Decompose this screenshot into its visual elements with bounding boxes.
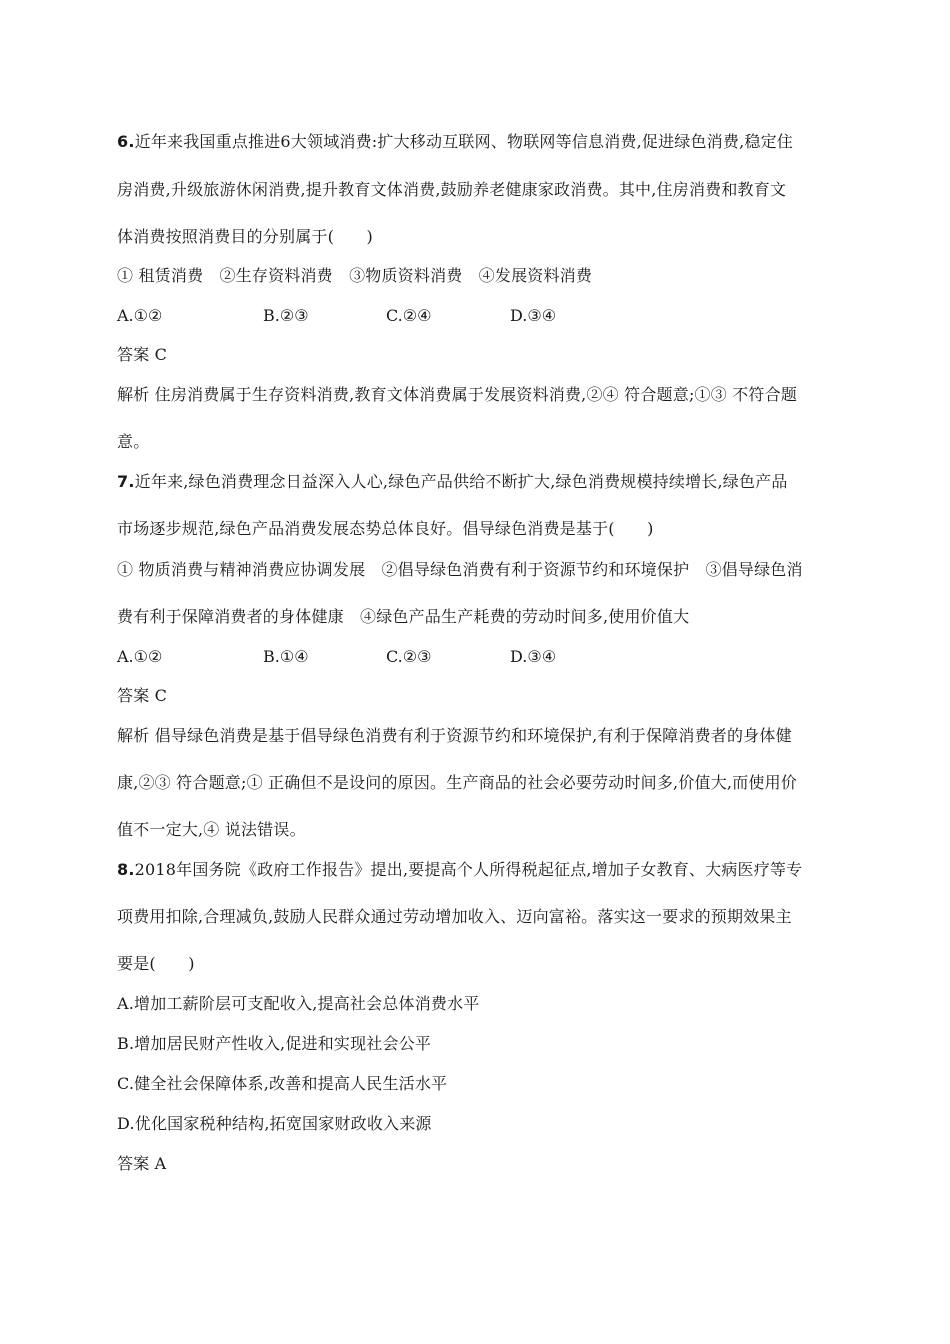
q7-choice-b: B.①④ bbox=[263, 647, 309, 666]
q8-option-d: D.优化国家税种结构,拓宽国家财政收入来源 bbox=[117, 1114, 432, 1133]
q8-stem-line-2: 项费用扣除,合理减负,鼓励人民群众通过劳动增加收入、迈向富裕。落实这一要求的预期效果主 bbox=[117, 907, 792, 926]
q6-number: 6. bbox=[117, 132, 135, 151]
q6-items: ① 租赁消费 ②生存资料消费 ③物质资料消费 ④发展资料消费 bbox=[117, 266, 593, 285]
q6-choice-b: B.②③ bbox=[263, 306, 309, 325]
q8-answer: 答案 A bbox=[117, 1154, 167, 1173]
q7-items-line-2: 费有利于保障消费者的身体健康 ④绿色产品生产耗费的劳动时间多,使用价值大 bbox=[117, 607, 690, 626]
q6-analysis-line-2: 意。 bbox=[117, 432, 150, 451]
q8-option-c: C.健全社会保障体系,改善和提高人民生活水平 bbox=[117, 1074, 448, 1093]
q7-analysis-line-2: 康,②③ 符合题意;① 正确但不是设问的原因。生产商品的社会必要劳动时间多,价值大,而使用价 bbox=[117, 773, 798, 792]
q7-choice-c: C.②③ bbox=[386, 647, 432, 666]
q7-stem-line-2: 市场逐步规范,绿色产品消费发展态势总体良好。倡导绿色消费是基于( ) bbox=[117, 519, 654, 538]
q6-choice-d: D.③④ bbox=[510, 306, 557, 325]
q7-stem-text-1: 近年来,绿色消费理念日益深入人心,绿色产品供给不断扩大,绿色消费规模持续增长,绿色产品 bbox=[134, 472, 788, 491]
q6-choice-c: C.②④ bbox=[386, 306, 432, 325]
q7-analysis-line-3: 值不一定大,④ 说法错误。 bbox=[117, 820, 306, 839]
q8-stem-line-1 bbox=[117, 859, 802, 881]
q8-option-b: B.增加居民财产性收入,促进和实现社会公平 bbox=[117, 1034, 432, 1053]
q8-stem-line-3: 要是( ) bbox=[117, 954, 195, 973]
q7-analysis-line-1: 解析 倡导绿色消费是基于倡导绿色消费有利于资源节约和环境保护,有利于保障消费者的身体健 bbox=[117, 726, 792, 745]
q7-items-line-1: ① 物质消费与精神消费应协调发展 ②倡导绿色消费有利于资源节约和环境保护 ③倡导绿色消 bbox=[117, 560, 803, 579]
q6-stem-text-1: 近年来我国重点推进6大领域消费:扩大移动互联网、物联网等信息消费,促进绿色消费,稳定住 bbox=[134, 132, 793, 151]
q7-choice-d: D.③④ bbox=[510, 647, 557, 666]
q6-analysis-line-1: 解析 住房消费属于生存资料消费,教育文体消费属于发展资料消费,②④ 符合题意;①③ 不符合题 bbox=[117, 385, 798, 404]
q8-option-a: A.增加工薪阶层可支配收入,提高社会总体消费水平 bbox=[117, 994, 480, 1013]
q6-stem-line-2: 房消费,升级旅游休闲消费,提升教育文体消费,鼓励养老健康家政消费。其中,住房消费和教育文 bbox=[117, 180, 787, 199]
q6-stem-line-1 bbox=[117, 131, 793, 153]
q6-answer: 答案 C bbox=[117, 345, 168, 364]
q7-number: 7. bbox=[117, 472, 135, 491]
q7-stem-line-1 bbox=[117, 471, 788, 493]
q7-answer: 答案 C bbox=[117, 686, 168, 705]
q8-stem-text-1: 2018年国务院《政府工作报告》提出,要提高个人所得税起征点,增加子女教育、大病医疗等专 bbox=[134, 860, 803, 879]
q8-number: 8. bbox=[117, 860, 135, 879]
q7-choice-a: A.①② bbox=[117, 647, 163, 666]
q6-stem-line-3: 体消费按照消费目的分别属于( ) bbox=[117, 227, 373, 246]
q6-choice-a: A.①② bbox=[117, 306, 163, 325]
